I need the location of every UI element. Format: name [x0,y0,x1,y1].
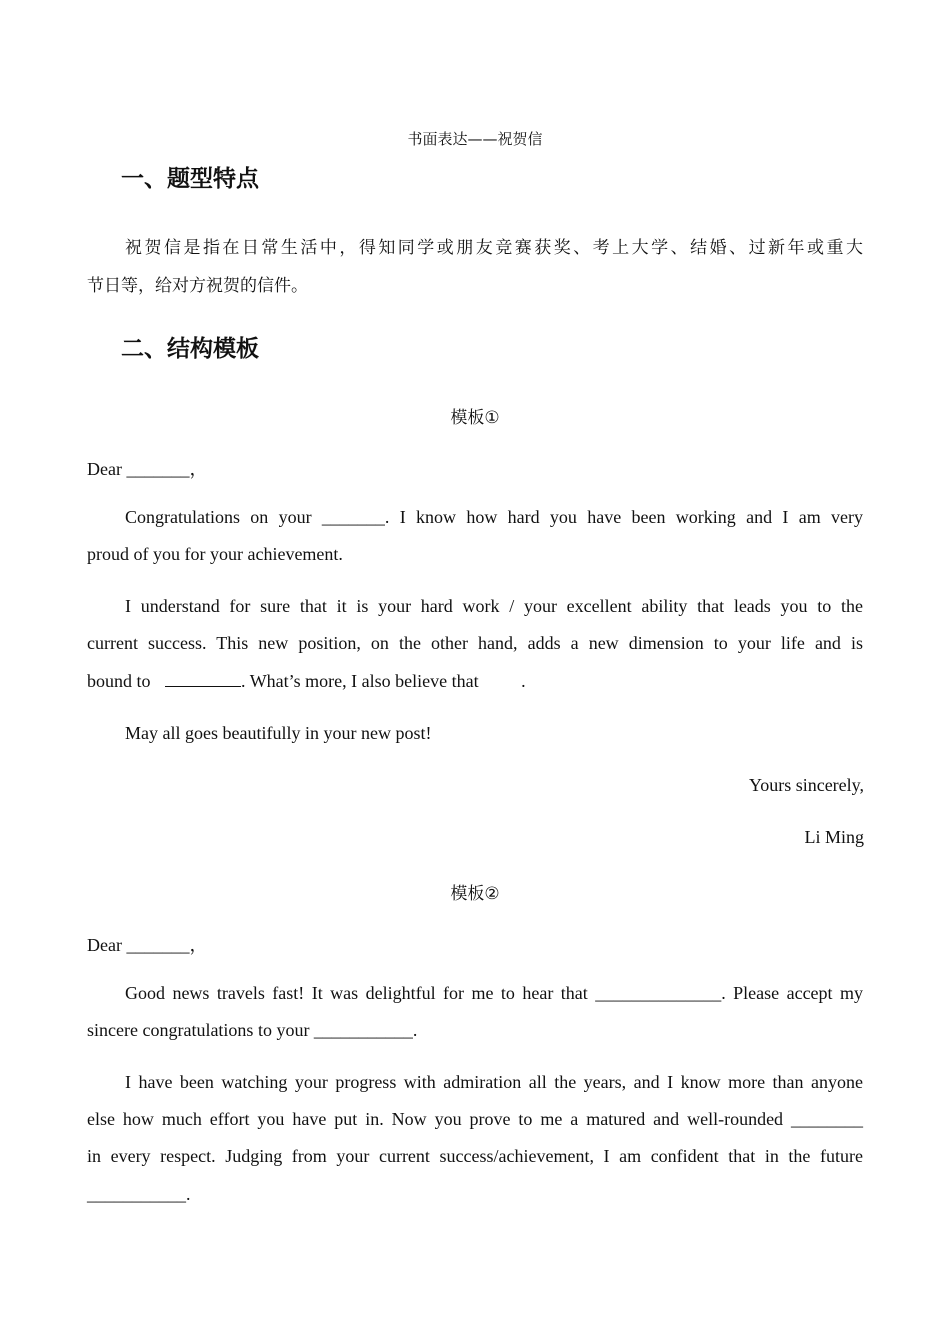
template1-signature: Li Ming [804,827,864,847]
template1-p2-line2: current success. This new position, on the other hand, adds a new dimension to your life and is [87,633,863,653]
template1-salutation: Dear _______， [87,459,208,479]
section-heading-template: 二、结构模板 [121,336,259,362]
template2-p2-line2: else how much effort you have put in. Now you prove to me a matured and well-rounded ________ [87,1109,863,1129]
template2-p1-line2: sincere congratulations to your ___________. [87,1020,418,1040]
template1-label: 模板① [450,408,500,428]
template1-p3: May all goes beautifully in your new post! [125,723,432,743]
template2-p2-line4: ___________. [87,1184,191,1204]
template2-p2-line3: in every respect. Judging from your current success/achievement, I am confident that in the future [87,1146,863,1166]
section-heading-features: 一、题型特点 [121,166,259,192]
template1-p1-line1: Congratulations on your _______. I know how hard you have been working and I am very [125,507,863,527]
template1-p2-line3-end: . [521,671,526,691]
template1-p2-line3-start: bound to [87,671,151,691]
template2-label: 模板② [450,884,500,904]
document-title: 书面表达——祝贺信 [407,130,543,148]
template1-p2-line3 [87,671,526,692]
template1-p1-line2: proud of you for your achievement. [87,544,343,564]
template1-closing: Yours sincerely, [749,775,864,795]
features-paragraph-line1: 祝贺信是指在日常生活中，得知同学或朋友竞赛获奖、考上大学、结婚、过新年或重大 [125,238,863,258]
template1-p2-line3-middle: . What’s more, I also believe that [241,671,479,691]
template1-p2-line1: I understand for sure that it is your hard work / your excellent ability that leads you to the [125,596,863,616]
template2-salutation: Dear _______， [87,935,208,955]
template2-p2-line1: I have been watching your progress with admiration all the years, and I know more than anyone [125,1072,863,1092]
fill-in-blank [165,672,241,687]
template2-p1-line1: Good news travels fast! It was delightful for me to hear that ______________. Please accept my [125,983,863,1003]
features-paragraph-line2: 节日等，给对方祝贺的信件。 [87,276,308,296]
